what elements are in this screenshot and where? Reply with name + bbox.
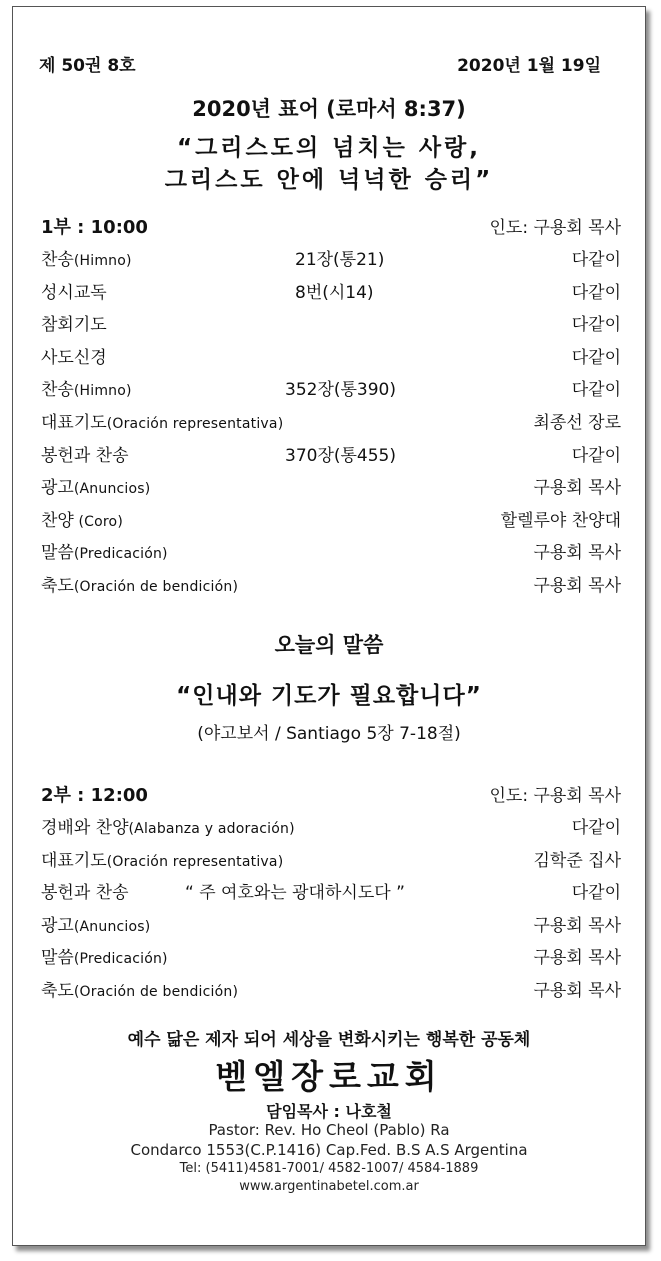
order-item [41, 878, 621, 904]
order-item [41, 310, 621, 336]
order-item-korean: 봉헌과 찬송 [41, 883, 129, 904]
motto-line-2: 그리스도 안에 넉넉한 승리” [164, 167, 494, 193]
church-website[interactable]: www.argentinabetel.com.ar [239, 1179, 419, 1194]
order-item-hymn: 8번(시14) [295, 282, 374, 303]
order-item-leader: 다같이 [571, 250, 621, 270]
order-item-label [41, 943, 168, 968]
order-item [41, 506, 621, 532]
order-item-korean: 성시교독 [41, 282, 107, 303]
order-item-spanish: (Oración representativa) [106, 853, 284, 870]
motto-heading: 2020년 표어 (로마서 8:37) [192, 97, 466, 121]
order-item-label [41, 441, 129, 466]
order-item-label [41, 408, 283, 433]
order-item-korean: 참회기도 [41, 315, 107, 336]
order-item-spanish: (Oración de bendición) [73, 984, 239, 1000]
order-item [41, 278, 621, 304]
order-item-leader: 김학준 집사 [533, 850, 621, 871]
service-2-leader: 인도: 구용회 목사 [489, 786, 621, 806]
sermon-title: “인내와 기도가 필요합니다” [176, 683, 482, 709]
order-item-label [41, 473, 150, 498]
order-item-korean: 말씀 [41, 948, 74, 969]
order-item-spanish: (Alabanza y adoración) [128, 821, 295, 837]
order-item-leader: 다같이 [571, 883, 621, 904]
service-1-leader: 인도: 구용회 목사 [489, 218, 621, 238]
order-item [41, 571, 621, 597]
order-item-korean: 축도 [41, 981, 74, 1001]
order-item-leader: 다같이 [571, 445, 621, 466]
order-item [41, 976, 621, 1002]
order-item-korean: 경배와 찬양 [41, 818, 129, 838]
church-slogan: 예수 닮은 제자 되어 세상을 변화시키는 행복한 공동체 [127, 1030, 531, 1050]
order-item-spanish: (Predicación) [73, 951, 168, 968]
order-item [41, 943, 621, 969]
order-item-label [41, 506, 123, 531]
church-address: Condarco 1553(C.P.1416) Cap.Fed. B.S A.S Argentina [130, 1141, 528, 1159]
order-item-spanish: (Predicación) [73, 546, 168, 563]
senior-pastor: 담임목사 : 나호철 [266, 1102, 392, 1121]
church-name: 벧엘장로교회 [215, 1057, 443, 1096]
order-item-leader: 다같이 [571, 315, 621, 336]
order-item-hymn: 21장(통21) [295, 250, 385, 270]
order-item-leader: 다같이 [571, 818, 621, 838]
order-item-korean: 광고 [41, 478, 74, 499]
order-item [41, 343, 621, 369]
order-item-spanish: (Oración de bendición) [73, 579, 239, 595]
service-1-title: 1부 : 10:00 [41, 217, 148, 238]
order-item-leader: 구용회 목사 [533, 478, 621, 499]
pastor-name: Pastor: Rev. Ho Cheol (Pablo) Ra [208, 1121, 450, 1139]
order-item-label [41, 878, 129, 903]
order-item-leader: 다같이 [571, 347, 621, 368]
order-item-label [41, 278, 107, 303]
order-item-spanish: (Himno) [73, 383, 132, 400]
order-item-leader: 다같이 [571, 282, 621, 303]
order-item-korean: 찬양 [41, 510, 74, 531]
order-item-spanish: (Anuncios) [73, 481, 151, 498]
order-item-korean: 봉헌과 찬송 [41, 445, 129, 466]
order-item [41, 375, 621, 401]
order-item-label [41, 813, 295, 838]
order-item-label [41, 343, 107, 368]
order-item-leader: 다같이 [571, 380, 621, 401]
order-item-spanish: (Anuncios) [73, 918, 151, 935]
order-item-label [41, 245, 132, 270]
order-item-label [41, 911, 150, 936]
order-item [41, 245, 621, 271]
order-item [41, 408, 621, 434]
order-item-spanish: (Oración representativa) [106, 416, 284, 432]
order-item-leader: 구용회 목사 [533, 948, 621, 969]
order-item [41, 911, 621, 937]
order-item-korean: 찬송 [41, 250, 74, 270]
order-item-korean: 사도신경 [41, 347, 107, 368]
order-item-leader: 최종선 장로 [533, 413, 621, 433]
order-item-label [41, 375, 132, 400]
bulletin-page [12, 6, 646, 1246]
order-item [41, 813, 621, 839]
order-item-label [41, 571, 238, 596]
order-item [41, 538, 621, 564]
order-item-label [41, 976, 238, 1001]
order-item-hymn: 352장(통390) [285, 380, 397, 401]
order-item-leader: 구용회 목사 [533, 915, 621, 936]
order-item-label [41, 846, 283, 871]
order-item [41, 473, 621, 499]
order-item [41, 846, 621, 872]
order-item-korean: 찬송 [41, 380, 74, 401]
sermon-heading: 오늘의 말씀 [274, 633, 384, 657]
bulletin-date: 2020년 1월 19일 [457, 56, 601, 76]
service-2-header [41, 781, 621, 807]
order-item-leader: 구용회 목사 [533, 543, 621, 564]
order-item-korean: 축도 [41, 576, 74, 596]
order-item-hymn: 370장(통455) [285, 445, 397, 466]
motto-line-1: “그리스도의 넘치는 사랑, [176, 135, 482, 161]
sermon-reference: (야고보서 / Santiago 5장 7-18절) [197, 724, 461, 744]
order-item-leader: 구용회 목사 [533, 981, 621, 1001]
order-item-korean: 대표기도 [41, 413, 107, 433]
order-item-label [41, 538, 168, 563]
order-item-korean: 대표기도 [41, 850, 107, 871]
order-item-korean: 말씀 [41, 543, 74, 564]
church-phone: Tel: (5411)4581-7001/ 4582-1007/ 4584-1889 [179, 1161, 479, 1176]
order-item-spanish: (Coro) [73, 513, 123, 530]
service-1-header [41, 213, 621, 239]
order-item-korean: 광고 [41, 915, 74, 936]
service-2-title: 2부 : 12:00 [41, 785, 148, 806]
order-item-spanish: (Himno) [73, 253, 132, 269]
order-item-label [41, 310, 107, 335]
order-item [41, 441, 621, 467]
order-item-hymn: “ 주 여호와는 광대하시도다 ” [185, 883, 405, 904]
volume-number: 제 50권 8호 [39, 56, 136, 76]
order-item-leader: 구용회 목사 [533, 576, 621, 596]
order-item-leader: 할렐루야 찬양대 [500, 510, 621, 531]
